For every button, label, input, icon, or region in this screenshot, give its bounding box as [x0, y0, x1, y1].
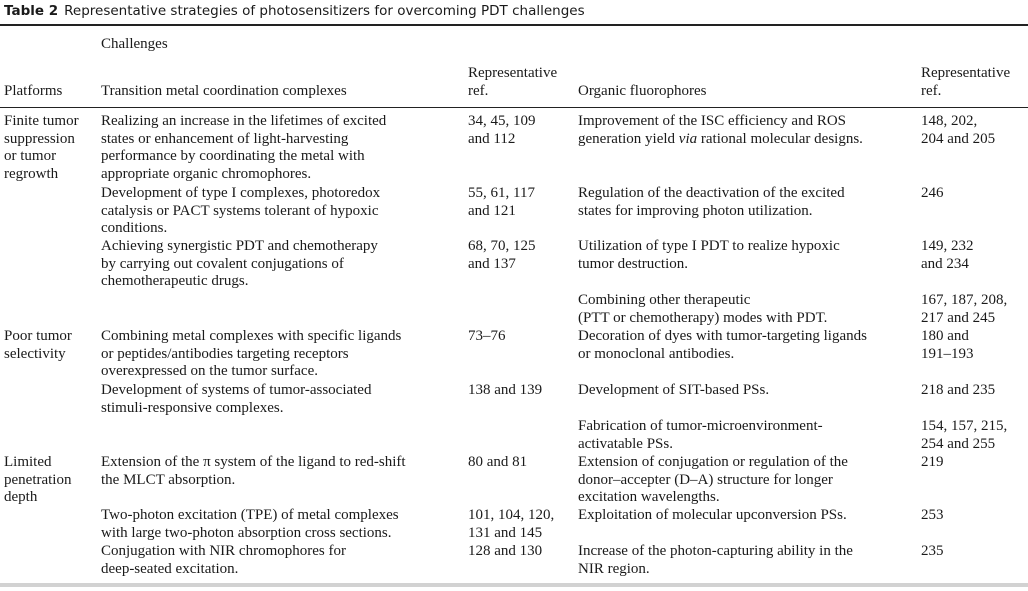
organic-ref-cell — [921, 454, 944, 472]
tmcc-strategy-cell — [101, 113, 386, 184]
cell-line: 101, 104, 120, — [468, 507, 555, 523]
organic-strategy-cell — [578, 507, 847, 525]
cell-line: by carrying out covalent conjugations of — [101, 255, 344, 272]
header-challenges: Challenges — [101, 36, 168, 52]
cell-line: Achieving synergistic PDT and chemotherapy — [101, 238, 378, 254]
cell-line: 167, 187, 208, — [921, 292, 1008, 308]
organic-ref-cell — [921, 113, 995, 148]
cell-line: or tumor — [4, 148, 57, 165]
cell-line: Two-photon excitation (TPE) of metal complexes — [101, 507, 399, 523]
cell-line: 34, 45, 109 — [468, 113, 536, 129]
tmcc-ref-cell — [468, 185, 535, 220]
cell-line: Extension of conjugation or regulation of the — [578, 454, 848, 470]
cell-line: Utilization of type I PDT to realize hypoxic — [578, 238, 840, 254]
tmcc-strategy-cell — [101, 328, 401, 381]
tmcc-ref-cell — [468, 543, 542, 561]
cell-line: tumor destruction. — [578, 255, 688, 272]
cell-line: selectivity — [4, 345, 66, 362]
organic-strategy-cell — [578, 418, 823, 453]
cell-line: Poor tumor — [4, 328, 72, 344]
organic-ref-cell — [921, 507, 944, 525]
platform-cell — [4, 454, 71, 507]
cell-line: performance by coordinating the metal with — [101, 148, 365, 165]
cell-line: 68, 70, 125 — [468, 238, 536, 254]
cell-line: 154, 157, 215, — [921, 418, 1008, 434]
header-ref-line: Representative — [921, 65, 1011, 81]
organic-ref-cell — [921, 328, 974, 363]
cell-line: 253 — [921, 507, 944, 523]
platform-cell — [4, 113, 79, 184]
cell-line: 131 and 145 — [468, 524, 543, 541]
cell-line: Extension of the π system of the ligand to red-shift — [101, 454, 406, 470]
cell-line: Finite tumor — [4, 113, 79, 129]
cell-line: NIR region. — [578, 560, 650, 577]
top-rule — [0, 24, 1028, 26]
cell-line: and 112 — [468, 130, 516, 147]
cell-line: conditions. — [101, 220, 168, 237]
cell-line: Increase of the photon-capturing ability in the — [578, 543, 853, 559]
tmcc-strategy-cell — [101, 238, 378, 291]
cell-line: 55, 61, 117 — [468, 185, 535, 201]
cell-line: suppression — [4, 130, 75, 147]
cell-line: Combining metal complexes with specific ligands — [101, 328, 402, 344]
cell-line: 128 and 130 — [468, 543, 543, 559]
cell-line: chemotherapeutic drugs. — [101, 273, 249, 290]
cell-line: states for improving photon utilization. — [578, 202, 813, 219]
cell-line: 148, 202, — [921, 113, 978, 129]
cell-line: Development of type I complexes, photoredox — [101, 185, 381, 201]
text-segment: generation yield — [578, 130, 679, 147]
organic-strategy-cell — [578, 328, 867, 363]
organic-strategy-cell — [578, 292, 827, 327]
tmcc-strategy-cell — [101, 382, 371, 417]
cell-line: 235 — [921, 543, 944, 559]
cell-line: 80 and 81 — [468, 454, 528, 470]
cell-line: Combining other therapeutic — [578, 292, 751, 308]
tmcc-ref-cell — [468, 382, 542, 400]
cell-line: Decoration of dyes with tumor-targeting ligands — [578, 328, 867, 344]
table-number: Table 2 — [4, 3, 59, 19]
header-ref-line: ref. — [468, 82, 489, 99]
tmcc-ref-cell — [468, 238, 536, 273]
header-ref-line: Representative — [468, 65, 558, 81]
cell-line: with large two-photon absorption cross sections. — [101, 524, 392, 541]
cell-line: 138 and 139 — [468, 382, 543, 398]
cell-line: 191–193 — [921, 345, 974, 362]
organic-ref-cell — [921, 292, 1007, 327]
cell-line: depth — [4, 489, 38, 506]
cell-line: 219 — [921, 454, 944, 470]
cell-line: 254 and 255 — [921, 435, 996, 452]
organic-ref-cell — [921, 418, 1007, 453]
cell-line: 149, 232 — [921, 238, 974, 254]
cell-line: Realizing an increase in the lifetimes of excited — [101, 113, 387, 129]
cell-line: Exploitation of molecular upconversion PSs. — [578, 507, 847, 523]
cell-line: deep-seated excitation. — [101, 560, 239, 577]
cell-line: and 121 — [468, 202, 516, 219]
cell-line: overexpressed on the tumor surface. — [101, 363, 319, 380]
cell-line: Improvement of the ISC efficiency and ROS — [578, 113, 846, 129]
header-tmcc: Transition metal coordination complexes — [101, 83, 347, 99]
cell-line: the MLCT absorption. — [101, 471, 236, 488]
cell-line: donor–accepter (D–A) structure for longer — [578, 471, 833, 488]
tmcc-strategy-cell — [101, 507, 399, 542]
header-organic: Organic fluorophores — [578, 83, 707, 99]
cell-line: activatable PSs. — [578, 435, 673, 452]
tmcc-strategy-cell — [101, 543, 346, 578]
tmcc-ref-cell — [468, 507, 554, 542]
cell-line: 218 and 235 — [921, 382, 996, 398]
cell-line: 204 and 205 — [921, 130, 996, 147]
cell-line: Regulation of the deactivation of the excited — [578, 185, 845, 201]
organic-ref-cell — [921, 382, 995, 400]
organic-strategy-cell — [578, 185, 845, 220]
cell-line: Conjugation with NIR chromophores for — [101, 543, 346, 559]
tmcc-strategy-cell — [101, 185, 380, 238]
platform-cell — [4, 328, 72, 363]
cell-line: states or enhancement of light-harvesting — [101, 130, 349, 147]
cell-line: 73–76 — [468, 328, 506, 344]
organic-ref-cell — [921, 185, 944, 203]
header-platforms: Platforms — [4, 83, 63, 99]
cell-line: Development of SIT-based PSs. — [578, 382, 770, 398]
cell-line — [578, 131, 863, 149]
organic-strategy-cell — [578, 454, 848, 507]
cell-line: (PTT or chemotherapy) modes with PDT. — [578, 309, 828, 326]
cell-line: excitation wavelengths. — [578, 489, 720, 506]
cell-line: Fabrication of tumor-microenvironment- — [578, 418, 823, 434]
cell-line: Limited — [4, 454, 52, 470]
bottom-rule — [0, 583, 1028, 587]
cell-line: or peptides/antibodies targeting receptors — [101, 345, 349, 362]
cell-line: 180 and — [921, 328, 969, 344]
cell-line: penetration — [4, 471, 72, 488]
table-title: Representative strategies of photosensitizers for overcoming PDT challenges — [64, 3, 585, 19]
organic-ref-cell — [921, 238, 974, 273]
header-ref-tmcc — [468, 65, 557, 100]
table-caption — [4, 1, 585, 21]
cell-line: Development of systems of tumor-associated — [101, 382, 372, 398]
text-segment: rational molecular designs. — [697, 130, 863, 147]
cell-line: stimuli-responsive complexes. — [101, 399, 284, 416]
organic-ref-cell — [921, 543, 944, 561]
tmcc-ref-cell — [468, 113, 536, 148]
cell-line: and 137 — [468, 255, 516, 272]
tmcc-strategy-cell — [101, 454, 406, 489]
tmcc-ref-cell — [468, 454, 527, 472]
tmcc-ref-cell — [468, 328, 506, 346]
cell-line: or monoclonal antibodies. — [578, 345, 735, 362]
cell-line: catalysis or PACT systems tolerant of hypoxic — [101, 202, 379, 219]
organic-strategy-cell — [578, 113, 863, 148]
italic-text: via — [678, 130, 698, 147]
cell-line: 246 — [921, 185, 944, 201]
cell-line: and 234 — [921, 255, 969, 272]
cell-line: 217 and 245 — [921, 309, 996, 326]
header-ref-organic — [921, 65, 1010, 100]
organic-strategy-cell — [578, 543, 853, 578]
header-rule — [0, 107, 1028, 108]
cell-line: regrowth — [4, 166, 59, 183]
cell-line: appropriate organic chromophores. — [101, 166, 312, 183]
organic-strategy-cell — [578, 382, 769, 400]
header-ref-line: ref. — [921, 82, 942, 99]
organic-strategy-cell — [578, 238, 840, 273]
